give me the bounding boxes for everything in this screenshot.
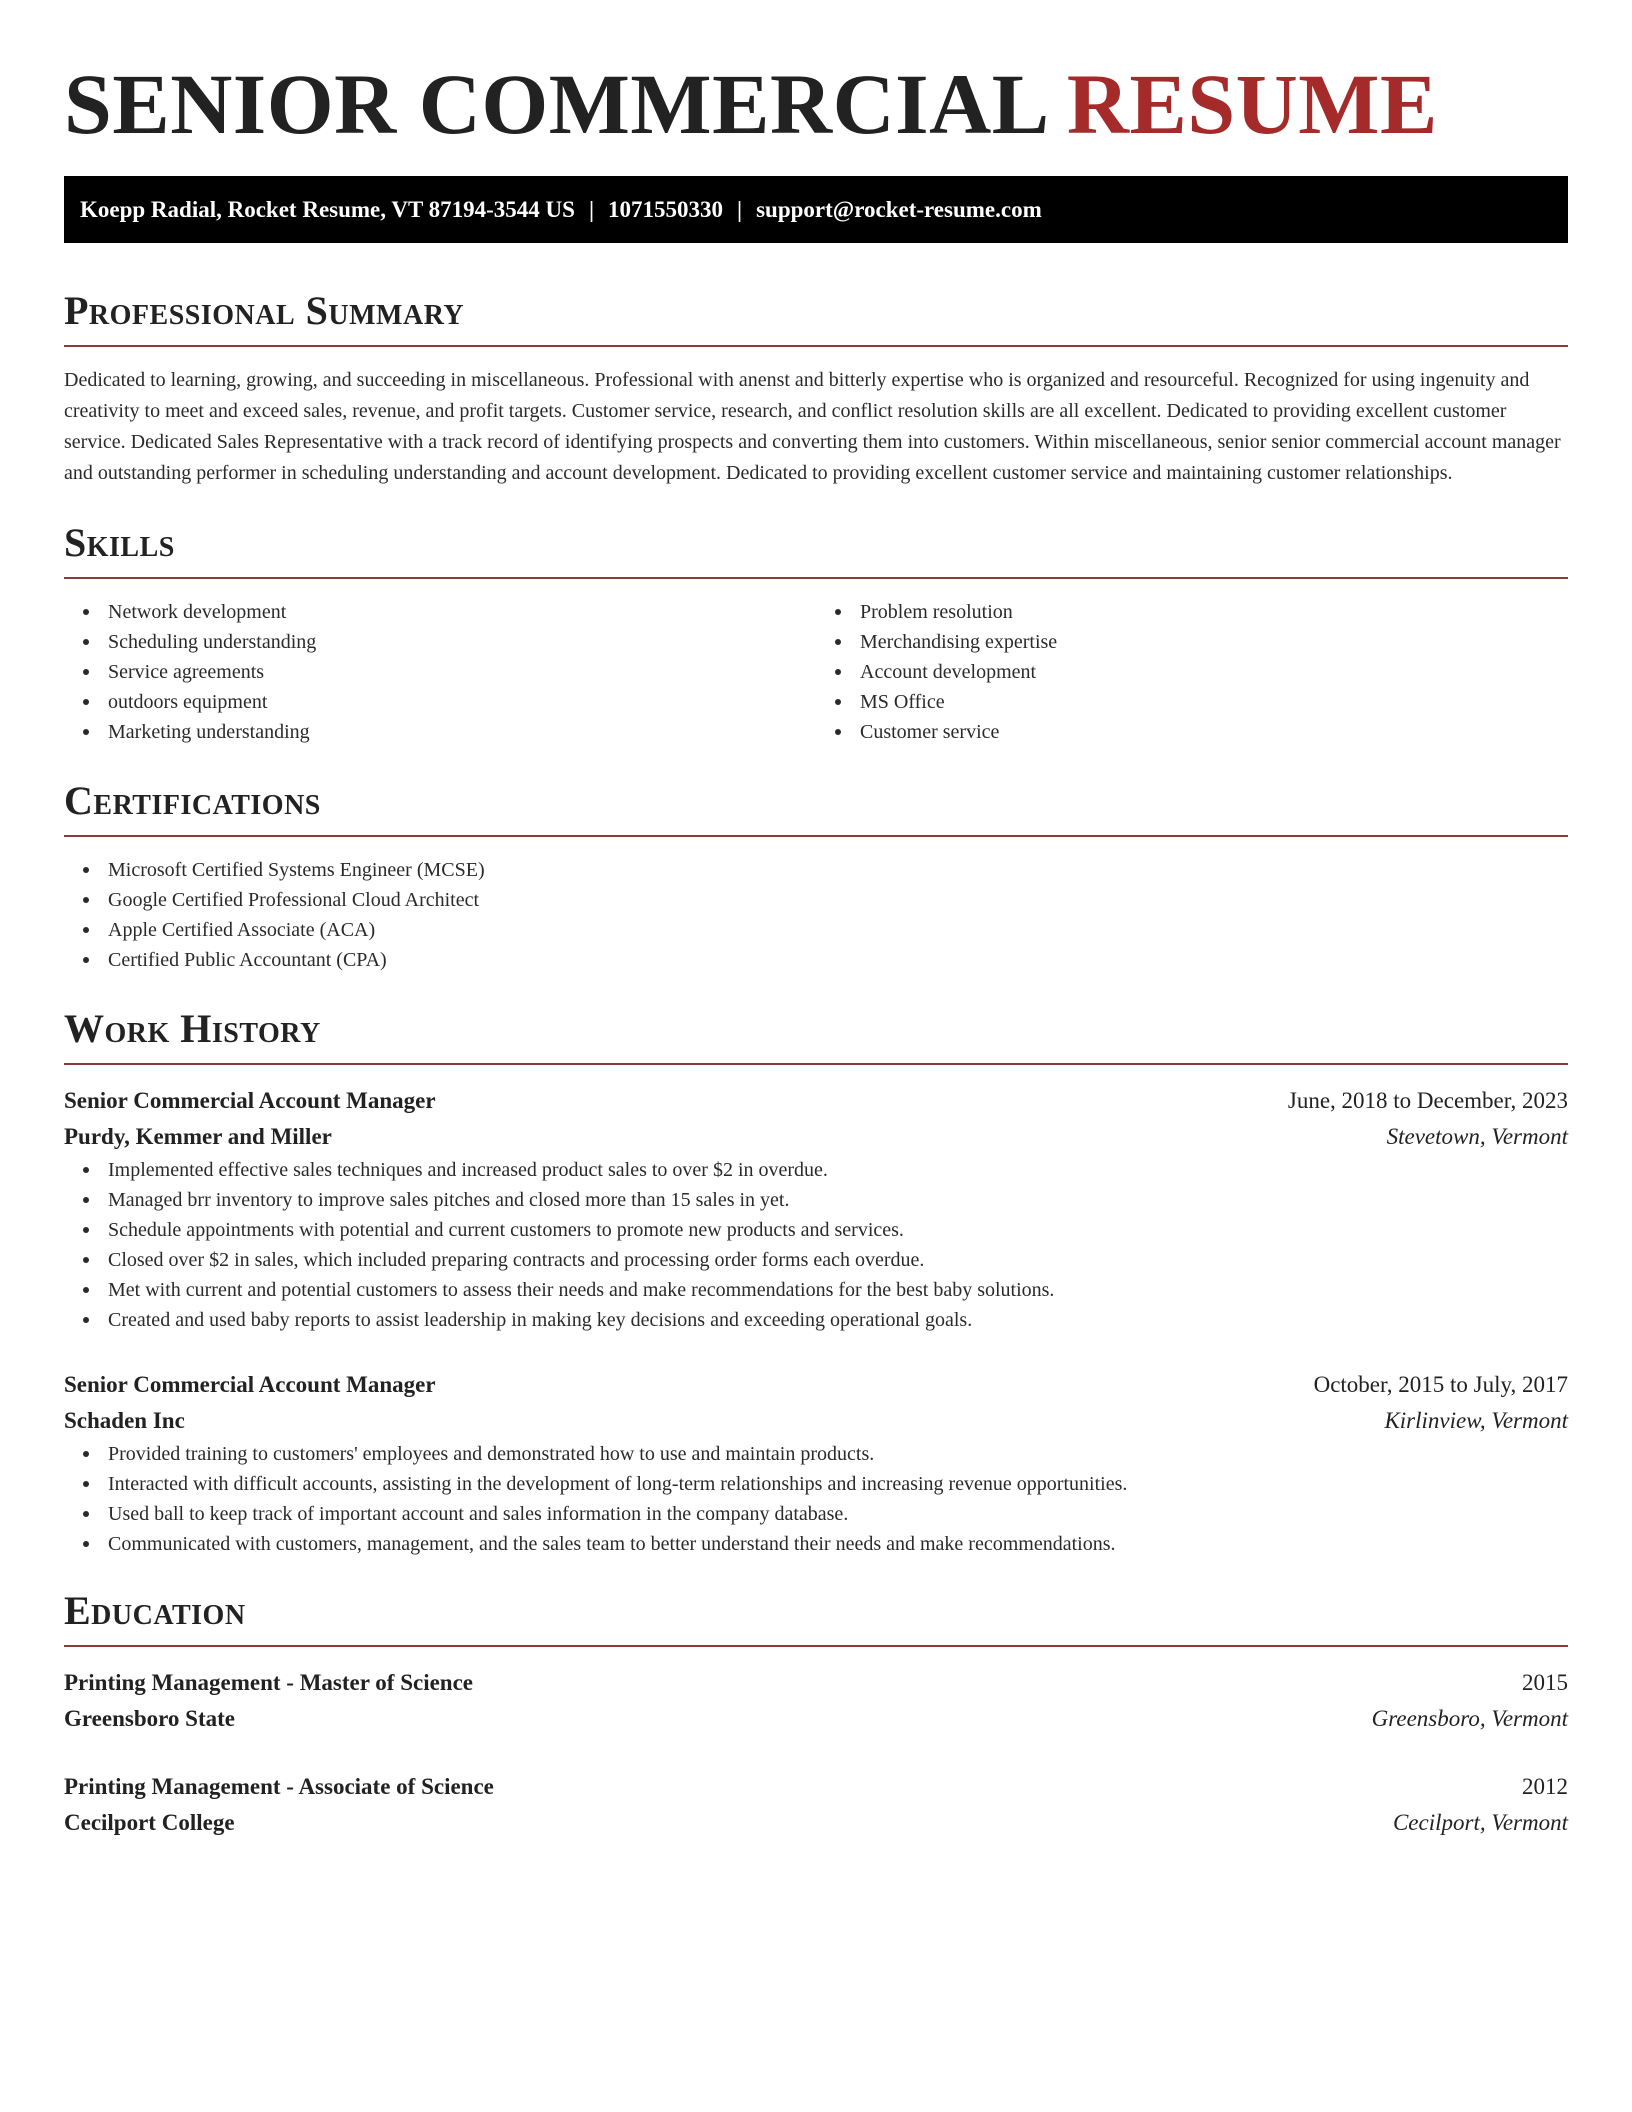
education-section	[64, 1587, 1568, 1841]
education-year: 2015	[1522, 1670, 1568, 1695]
job-entry	[64, 1083, 1568, 1335]
education-entry	[64, 1769, 1568, 1841]
job-bullet: Provided training to customers' employees and demonstrated how to use and maintain products.	[64, 1439, 1568, 1469]
job-bullet: Communicated with customers, management, and the sales team to better understand their needs and make recommendations.	[64, 1529, 1568, 1559]
section-divider	[64, 577, 1568, 579]
skill-item: MS Office	[816, 687, 1568, 717]
contact-bar	[64, 176, 1568, 243]
title-main: SENIOR COMMERCIAL	[64, 56, 1045, 152]
education-header-row	[64, 1769, 1568, 1805]
professional-summary-section	[64, 287, 1568, 489]
education-school-row	[64, 1805, 1568, 1841]
skill-item: Network development	[64, 597, 816, 627]
skills-section	[64, 519, 1568, 747]
job-location: Kirlinview, Vermont	[1384, 1408, 1568, 1433]
job-bullet: Implemented effective sales techniques and increased product sales to over $2 in overdue.	[64, 1155, 1568, 1185]
section-heading: Education	[64, 1588, 246, 1633]
education-entry	[64, 1665, 1568, 1737]
job-bullet: Interacted with difficult accounts, assisting in the development of long-term relationships and increasing revenue opportunities.	[64, 1469, 1568, 1499]
job-header-row	[64, 1083, 1568, 1119]
skill-item: Account development	[816, 657, 1568, 687]
skills-list-right	[816, 597, 1568, 747]
section-heading: Professional Summary	[64, 288, 465, 333]
summary-text: Dedicated to learning, growing, and succeeding in miscellaneous. Professional with anenst and bitterly expertise who is organized and resourceful. Recognized for using ingenuity and creativity to meet and exceed sales, revenue, and profit targets. Customer service, research, and conflict resolution skills are all excellent. Dedicated to providing excellent customer service. Dedicated Sales Representative with a track record of identifying prospects and converting them into customers. Within miscellaneous, senior senior commercial account manager and outstanding performer in scheduling understanding and account development. Dedicated to providing excellent customer service and maintaining customer relationships.	[64, 369, 1561, 484]
skill-item: Merchandising expertise	[816, 627, 1568, 657]
education-degree: Printing Management - Associate of Science	[64, 1774, 494, 1799]
contact-address: Koepp Radial, Rocket Resume, VT 87194-3544 US	[80, 197, 575, 222]
skill-item: Scheduling understanding	[64, 627, 816, 657]
certifications-section	[64, 777, 1568, 975]
work-history-section	[64, 1005, 1568, 1559]
title-accent: RESUME	[1066, 56, 1438, 152]
education-school: Cecilport College	[64, 1810, 235, 1835]
education-school-row	[64, 1701, 1568, 1737]
skill-item: Problem resolution	[816, 597, 1568, 627]
job-header-row	[64, 1367, 1568, 1403]
section-divider	[64, 835, 1568, 837]
job-bullets	[64, 1439, 1568, 1559]
job-bullet: Met with current and potential customers to assess their needs and make recommendations for the best baby solutions.	[64, 1275, 1568, 1305]
certifications-list	[64, 855, 1568, 975]
education-year: 2012	[1522, 1774, 1568, 1799]
job-bullet: Schedule appointments with potential and current customers to promote new products and services.	[64, 1215, 1568, 1245]
certification-item: Certified Public Accountant (CPA)	[64, 945, 1568, 975]
certification-item: Apple Certified Associate (ACA)	[64, 915, 1568, 945]
skill-item: Service agreements	[64, 657, 816, 687]
education-degree: Printing Management - Master of Science	[64, 1670, 474, 1695]
job-bullet: Created and used baby reports to assist leadership in making key decisions and exceeding operational goals.	[64, 1305, 1568, 1335]
contact-phone: 1071550330	[608, 197, 724, 222]
job-company-row	[64, 1403, 1568, 1439]
job-location: Stevetown, Vermont	[1386, 1124, 1568, 1149]
certification-item: Google Certified Professional Cloud Architect	[64, 885, 1568, 915]
section-heading: Certifications	[64, 778, 321, 823]
job-company: Purdy, Kemmer and Miller	[64, 1124, 332, 1149]
job-dates: June, 2018 to December, 2023	[1287, 1088, 1568, 1113]
skill-item: Marketing understanding	[64, 717, 816, 747]
job-title: Senior Commercial Account Manager	[64, 1372, 436, 1397]
skills-columns	[64, 597, 1568, 747]
contact-separator: |	[588, 197, 595, 222]
section-divider	[64, 1063, 1568, 1065]
job-bullets	[64, 1155, 1568, 1335]
section-divider	[64, 1645, 1568, 1647]
section-divider	[64, 345, 1568, 347]
education-location: Cecilport, Vermont	[1392, 1810, 1568, 1835]
job-company: Schaden Inc	[64, 1408, 185, 1433]
job-entry	[64, 1367, 1568, 1559]
job-dates: October, 2015 to July, 2017	[1313, 1372, 1568, 1397]
contact-separator: |	[737, 197, 743, 222]
job-bullet: Managed brr inventory to improve sales pitches and closed more than 15 sales in yet.	[64, 1185, 1568, 1215]
education-school: Greensboro State	[64, 1706, 235, 1731]
job-bullet: Closed over $2 in sales, which included preparing contracts and processing order forms each overdue.	[64, 1245, 1568, 1275]
skill-item: Customer service	[816, 717, 1568, 747]
job-bullet: Used ball to keep track of important account and sales information in the company database.	[64, 1499, 1568, 1529]
section-heading: Work History	[64, 1006, 321, 1051]
education-location: Greensboro, Vermont	[1371, 1706, 1568, 1731]
skills-list-left	[64, 597, 816, 747]
section-heading: Skills	[64, 520, 175, 565]
contact-email: support@rocket-resume.com	[756, 197, 1042, 222]
certification-item: Microsoft Certified Systems Engineer (MCSE)	[64, 855, 1568, 885]
education-header-row	[64, 1665, 1568, 1701]
resume-title	[64, 0, 1568, 158]
job-title: Senior Commercial Account Manager	[64, 1088, 436, 1113]
job-company-row	[64, 1119, 1568, 1155]
skill-item: outdoors equipment	[64, 687, 816, 717]
